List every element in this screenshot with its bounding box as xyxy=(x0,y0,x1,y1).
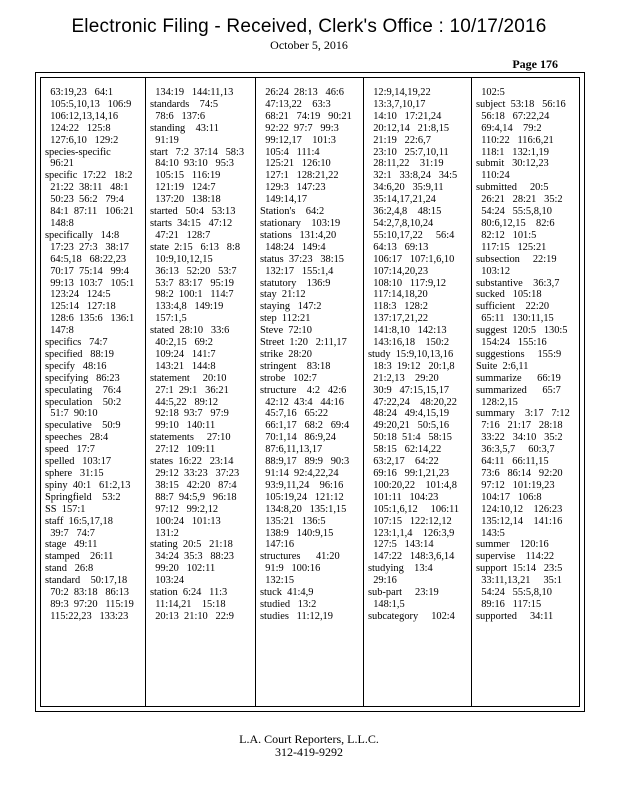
index-entry-line: speeches 28:4 xyxy=(45,432,109,444)
index-entry-line: starts 34:15 47:12 xyxy=(150,217,233,229)
index-entry-line: summarize 66:19 xyxy=(476,372,561,384)
index-entry-line: support 15:14 23:5 xyxy=(476,563,563,575)
index-entry-line: 54:24 55:5,8,10 xyxy=(476,206,552,218)
index-entry-line: 97:12 99:2,12 xyxy=(150,503,219,515)
index-entry-line: 148:8 xyxy=(45,217,74,229)
index-entry-line: speculation 50:2 xyxy=(45,396,122,408)
index-entry-line: 105:19,24 121:12 xyxy=(260,491,344,503)
index-entry-line: study 15:9,10,13,16 xyxy=(368,348,454,360)
index-entry-line: 70:1,14 86:9,24 xyxy=(260,432,336,444)
index-entry-line: submit 30:12,23 xyxy=(476,158,549,170)
index-entry-line: 109:24 141:7 xyxy=(150,348,216,360)
index-entry-line: stage 49:11 xyxy=(45,539,98,551)
index-entry-line: 93:9,11,24 96:16 xyxy=(260,479,344,491)
index-entry-line: 125:21 126:10 xyxy=(260,158,331,170)
index-entry-line: 137:20 138:18 xyxy=(150,194,221,206)
index-entry-line: SS 157:1 xyxy=(45,503,86,515)
index-entry-line: 63:2,17 64:22 xyxy=(368,456,439,468)
index-entry-line: stating 20:5 21:18 xyxy=(150,539,233,551)
index-entry-line: 89:3 97:20 115:19 xyxy=(45,598,134,610)
index-column-2 xyxy=(145,78,255,706)
index-entry-line: 157:1,5 xyxy=(150,313,187,325)
filing-stamp: Electronic Filing - Received, Clerk's Office : 10/17/2016 xyxy=(71,16,547,37)
reporter-phone: 312-419-9292 xyxy=(275,745,343,759)
index-entry-line: state 2:15 6:13 8:8 xyxy=(150,241,241,253)
index-entry-line: 117:15 125:21 xyxy=(476,241,547,253)
index-entry-line: 133:4,8 149:19 xyxy=(150,301,224,313)
word-index-table xyxy=(40,77,580,707)
index-entry-line: strobe 102:7 xyxy=(260,372,317,384)
index-entry-line: 106:17 107:1,6,10 xyxy=(368,253,455,265)
index-entry-line: 64:5,18 68:22,23 xyxy=(45,253,127,265)
index-entry-line: 35:14,17,21,24 xyxy=(368,194,436,206)
index-entry-line: 143:5 xyxy=(476,527,505,539)
index-entry-line: speculative 50:9 xyxy=(45,420,121,432)
index-entry-line: 88:9,17 89:9 90:3 xyxy=(260,456,350,468)
index-entry-line: 127:1 128:21,22 xyxy=(260,170,339,182)
index-entry-line: 21:2,13 29:20 xyxy=(368,372,439,384)
index-entry-line: specify 48:16 xyxy=(45,360,107,372)
index-entry-line: 103:12 xyxy=(476,265,511,277)
index-entry-line: species-specific xyxy=(45,146,111,158)
index-entry-line: 123:1,1,4 126:3,9 xyxy=(368,527,455,539)
index-entry-line: 28:11,22 31:19 xyxy=(368,158,444,170)
index-entry-line: 18:3 19:12 20:1,8 xyxy=(368,360,455,372)
page-number: Page 176 xyxy=(512,57,558,71)
index-entry-line: 134:19 144:11,13 xyxy=(150,87,234,98)
index-entry-line: speculating 76:4 xyxy=(45,384,122,396)
index-entry-line: 36:3,5,7 60:3,7 xyxy=(476,444,555,456)
index-entry-line: 135:12,14 141:16 xyxy=(476,515,563,527)
index-entry-line: start 7:2 37:14 58:3 xyxy=(150,146,245,158)
index-entry-line: station 6:24 11:3 xyxy=(150,587,228,599)
index-entry-line: 33:22 34:10 35:2 xyxy=(476,432,563,444)
index-entry-line: 29:16 xyxy=(368,575,397,587)
index-entry-line: 91:19 xyxy=(150,134,179,146)
index-entry-line: 110:24 xyxy=(476,170,510,182)
index-entry-line: 124:22 125:8 xyxy=(45,122,111,134)
index-entry-line: 124:10,12 126:23 xyxy=(476,503,563,515)
index-entry-line: 58:15 62:14,22 xyxy=(368,444,442,456)
index-entry-line: 69:16 99:1,21,23 xyxy=(368,468,450,479)
index-entry-line: sucked 105:18 xyxy=(476,289,542,301)
index-entry-line: 118:1 132:1,19 xyxy=(476,146,549,158)
index-entry-line: 108:10 117:9,12 xyxy=(368,277,447,289)
index-entry-line: suggest 120:5 130:5 xyxy=(476,325,568,337)
index-entry-line: speed 17:7 xyxy=(45,444,95,456)
index-entry-line: 84:10 93:10 95:3 xyxy=(150,158,234,170)
index-entry-line: 154:24 155:16 xyxy=(476,337,547,349)
index-entry-line: 39:7 74:7 xyxy=(45,527,95,539)
index-entry-line: 135:21 136:5 xyxy=(260,515,326,527)
index-entry-line: Suite 2:6,11 xyxy=(476,360,529,372)
index-frame xyxy=(35,72,585,712)
index-entry-line: 127:6,10 129:2 xyxy=(45,134,119,146)
index-entry-line: submitted 20:5 xyxy=(476,182,549,194)
index-entry-line: studies 11:12,19 xyxy=(260,610,333,622)
index-entry-line: step 112:21 xyxy=(260,313,311,325)
index-entry-line: 143:16,18 150:2 xyxy=(368,337,450,349)
index-entry-line: 134:8,20 135:1,15 xyxy=(260,503,347,515)
index-entry-line: 54:24 55:5,8,10 xyxy=(476,587,552,599)
reporter-company: L.A. Court Reporters, L.L.C. xyxy=(239,732,379,746)
index-entry-line: 40:2,15 69:2 xyxy=(150,337,213,349)
index-entry-line: 128:2,15 xyxy=(476,396,518,408)
index-entry-line: statement 20:10 xyxy=(150,372,227,384)
index-entry-line: 127:5 143:14 xyxy=(368,539,434,551)
index-entry-line: 42:12 43:4 44:16 xyxy=(260,396,344,408)
index-entry-line: stuck 41:4,9 xyxy=(260,587,314,599)
index-entry-line: 110:22 116:6,21 xyxy=(476,134,554,146)
index-entry-line: 26:24 28:13 46:6 xyxy=(260,87,344,98)
index-entry-line: spiny 40:1 61:2,13 xyxy=(45,479,131,491)
index-entry-line: 51:7 90:10 xyxy=(45,408,98,420)
index-entry-line: statements 27:10 xyxy=(150,432,231,444)
index-entry-line: 105:1,6,12 106:11 xyxy=(368,503,460,515)
index-entry-line: 148:1,5 xyxy=(368,598,405,610)
index-entry-line: 66:1,17 68:2 69:4 xyxy=(260,420,350,432)
index-entry-line: 87:6,11,13,17 xyxy=(260,444,323,456)
index-entry-line: 91:14 92:4,22,24 xyxy=(260,468,339,479)
index-entry-line: 138:9 140:9,15 xyxy=(260,527,334,539)
index-entry-line: structure 4:2 42:6 xyxy=(260,384,347,396)
index-entry-line: 98:2 100:1 114:7 xyxy=(150,289,234,301)
index-entry-line: summarized 65:7 xyxy=(476,384,561,396)
index-entry-line: 11:14,21 15:18 xyxy=(150,598,226,610)
index-entry-line: 20:12,14 21:8,15 xyxy=(368,122,450,134)
index-entry-line: suggestions 155:9 xyxy=(476,348,562,360)
index-entry-line: summer 120:16 xyxy=(476,539,549,551)
index-entry-line: studying 13:4 xyxy=(368,563,433,575)
index-entry-line: 88:7 94:5,9 96:18 xyxy=(150,491,237,503)
index-entry-line: standard 50:17,18 xyxy=(45,575,128,587)
index-entry-line: stay 21:12 xyxy=(260,289,306,301)
index-entry-line: 70:17 75:14 99:4 xyxy=(45,265,129,277)
index-entry-line: 89:16 117:15 xyxy=(476,598,542,610)
index-entry-line: stationary 103:19 xyxy=(260,217,341,229)
index-entry-line: 80:6,12,15 82:6 xyxy=(476,217,555,229)
index-entry-line: 54:2,7,8,10,24 xyxy=(368,217,434,229)
index-column-5 xyxy=(471,78,581,706)
index-entry-line: 128:6 135:6 136:1 xyxy=(45,313,135,325)
index-entry-line: 107:14,20,23 xyxy=(368,265,429,277)
index-entry-line: 47:21 128:7 xyxy=(150,229,211,241)
index-entry-line: 125:14 127:18 xyxy=(45,301,116,313)
index-entry-line: 78:6 137:6 xyxy=(150,110,206,122)
index-entry-line: 147:22 148:3,6,14 xyxy=(368,551,455,563)
index-entry-line: 132:17 155:1,4 xyxy=(260,265,334,277)
index-entry-line: Street 1:20 2:11,17 xyxy=(260,337,347,349)
index-entry-line: 44:5,22 89:12 xyxy=(150,396,219,408)
index-entry-line: 55:10,17,22 56:4 xyxy=(368,229,455,241)
index-entry-line: 26:21 28:21 35:2 xyxy=(476,194,563,206)
index-entry-line: 65:11 130:11,15 xyxy=(476,313,554,325)
index-entry-line: 92:18 93:7 97:9 xyxy=(150,408,229,420)
index-entry-line: 70:2 83:18 86:13 xyxy=(45,587,129,599)
index-entry-line: supported 34:11 xyxy=(476,610,554,622)
index-entry-line: 73:6 86:14 92:20 xyxy=(476,468,563,479)
index-entry-line: 33:11,13,21 35:1 xyxy=(476,575,562,587)
index-entry-line: states 16:22 23:14 xyxy=(150,456,234,468)
index-entry-line: 102:5 xyxy=(476,87,505,98)
index-entry-line: 105:5,10,13 106:9 xyxy=(45,98,132,110)
index-entry-line: statutory 136:9 xyxy=(260,277,331,289)
index-entry-line: 148:24 149:4 xyxy=(260,241,326,253)
index-entry-line: 20:13 21:10 22:9 xyxy=(150,610,234,622)
index-entry-line: 50:18 51:4 58:15 xyxy=(368,432,452,444)
index-entry-line: 99:20 102:11 xyxy=(150,563,216,575)
index-entry-line: 64:13 69:13 xyxy=(368,241,429,253)
index-entry-line: 45:7,16 65:22 xyxy=(260,408,329,420)
index-entry-line: specifics 74:7 xyxy=(45,337,108,349)
index-entry-line: 29:12 33:23 37:23 xyxy=(150,468,240,479)
index-entry-line: staff 16:5,17,18 xyxy=(45,515,113,527)
index-entry-line: sub-part 23:19 xyxy=(368,587,439,599)
index-column-4 xyxy=(363,78,471,706)
index-entry-line: 17:23 27:3 38:17 xyxy=(45,241,129,253)
index-entry-line: 117:14,18,20 xyxy=(368,289,428,301)
index-entry-line: 99:10 140:11 xyxy=(150,420,216,432)
index-entry-line: 147:16 xyxy=(260,539,295,551)
index-entry-line: 115:22,23 133:23 xyxy=(45,610,129,622)
index-entry-line: 91:9 100:16 xyxy=(260,563,321,575)
index-entry-line: structures 41:20 xyxy=(260,551,340,563)
index-entry-line: 47:13,22 63:3 xyxy=(260,98,331,110)
index-entry-line: 68:21 74:19 90:21 xyxy=(260,110,352,122)
index-entry-line: 143:21 144:8 xyxy=(150,360,216,372)
document-date: October 5, 2016 xyxy=(270,38,348,52)
index-entry-line: status 37:23 38:15 xyxy=(260,253,344,265)
index-entry-line: standards 74:5 xyxy=(150,98,219,110)
index-entry-line: 27:12 109:11 xyxy=(150,444,216,456)
index-entry-line: substantive 36:3,7 xyxy=(476,277,560,289)
index-entry-line: 104:17 106:8 xyxy=(476,491,542,503)
index-column-3 xyxy=(255,78,363,706)
index-entry-line: Station's 64:2 xyxy=(260,206,325,218)
index-entry-line: 27:1 29:1 36:21 xyxy=(150,384,229,396)
index-entry-line: sufficient 22:20 xyxy=(476,301,550,313)
index-entry-line: 129:3 147:23 xyxy=(260,182,326,194)
index-entry-line: 36:2,4,8 48:15 xyxy=(368,206,442,218)
index-entry-line: 100:24 101:13 xyxy=(150,515,221,527)
index-entry-line: stringent 83:18 xyxy=(260,360,331,372)
index-entry-line: 92:22 97:7 99:3 xyxy=(260,122,339,134)
index-entry-line: 12:9,14,19,22 xyxy=(368,87,431,98)
index-entry-line: supervise 114:22 xyxy=(476,551,555,563)
index-entry-line: specifically 14:8 xyxy=(45,229,120,241)
index-entry-line: 141:8,10 142:13 xyxy=(368,325,447,337)
index-entry-line: 123:24 124:5 xyxy=(45,289,111,301)
index-entry-line: 56:18 67:22,24 xyxy=(476,110,550,122)
index-entry-line: 105:4 111:4 xyxy=(260,146,320,158)
index-entry-line: 34:6,20 35:9,11 xyxy=(368,182,444,194)
index-entry-line: 82:12 101:5 xyxy=(476,229,537,241)
index-entry-line: 96:21 xyxy=(45,158,74,170)
index-entry-line: standing 43:11 xyxy=(150,122,219,134)
index-column-1 xyxy=(41,78,145,706)
index-entry-line: specific 17:22 18:2 xyxy=(45,170,133,182)
index-entry-line: 63:19,23 64:1 xyxy=(45,87,114,98)
index-entry-line: 84:1 87:11 106:21 xyxy=(45,206,134,218)
index-entry-line: 121:19 124:7 xyxy=(150,182,216,194)
index-entry-line: staying 147:2 xyxy=(260,301,322,313)
index-entry-line: summary 3:17 7:12 xyxy=(476,408,570,420)
index-entry-line: 107:15 122:12,12 xyxy=(368,515,452,527)
index-entry-line: Steve 72:10 xyxy=(260,325,312,337)
index-entry-line: 64:11 66:11,15 xyxy=(476,456,549,468)
index-entry-line: 103:24 xyxy=(150,575,185,587)
index-entry-line: 38:15 42:20 87:4 xyxy=(150,479,237,491)
index-entry-line: 10:9,10,12,15 xyxy=(150,253,213,265)
index-entry-line: 132:15 xyxy=(260,575,295,587)
index-entry-line: 36:13 52:20 53:7 xyxy=(150,265,237,277)
index-entry-line: 47:22,24 48:20,22 xyxy=(368,396,457,408)
index-entry-line: 53:7 83:17 95:19 xyxy=(150,277,234,289)
index-entry-line: 99:12,17 101:3 xyxy=(260,134,336,146)
index-entry-line: strike 28:20 xyxy=(260,348,312,360)
index-entry-line: 149:14,17 xyxy=(260,194,308,206)
index-entry-line: 32:1 33:8,24 34:5 xyxy=(368,170,458,182)
index-entry-line: 49:20,21 50:5,16 xyxy=(368,420,450,432)
index-entry-line: stations 131:4,20 xyxy=(260,229,337,241)
index-entry-line: stamped 26:11 xyxy=(45,551,114,563)
index-entry-line: 30:9 47:15,15,17 xyxy=(368,384,450,396)
index-entry-line: 147:8 xyxy=(45,325,74,337)
index-entry-line: stated 28:10 33:6 xyxy=(150,325,230,337)
index-entry-line: Springfield 53:2 xyxy=(45,491,121,503)
index-entry-line: 118:3 128:2 xyxy=(368,301,428,313)
index-entry-line: specifying 86:23 xyxy=(45,372,120,384)
index-entry-line: 21:19 22:6,7 xyxy=(368,134,431,146)
index-entry-line: 48:24 49:4,15,19 xyxy=(368,408,450,420)
index-entry-line: 101:11 104:23 xyxy=(368,491,439,503)
index-entry-line: 13:3,7,10,17 xyxy=(368,98,426,110)
index-entry-line: 137:17,21,22 xyxy=(368,313,429,325)
index-entry-line: subsection 22:19 xyxy=(476,253,557,265)
index-entry-line: 50:23 56:2 79:4 xyxy=(45,194,124,206)
index-entry-line: studied 13:2 xyxy=(260,598,317,610)
index-entry-line: subject 53:18 56:16 xyxy=(476,98,566,110)
index-entry-line: 69:4,14 79:2 xyxy=(476,122,542,134)
index-entry-line: specified 88:19 xyxy=(45,348,114,360)
index-entry-line: sphere 31:15 xyxy=(45,468,104,479)
index-entry-line: 14:10 17:21,24 xyxy=(368,110,442,122)
index-entry-line: 7:16 21:17 28:18 xyxy=(476,420,563,432)
index-entry-line: spelled 103:17 xyxy=(45,456,112,468)
index-entry-line: subcategory 102:4 xyxy=(368,610,455,622)
index-entry-line: stand 26:8 xyxy=(45,563,94,575)
index-entry-line: 97:12 101:19,23 xyxy=(476,479,555,491)
index-entry-line: 100:20,22 101:4,8 xyxy=(368,479,457,491)
index-entry-line: 21:22 38:11 48:1 xyxy=(45,182,129,194)
index-entry-line: 105:15 116:19 xyxy=(150,170,221,182)
index-entry-line: 99:13 103:7 105:1 xyxy=(45,277,135,289)
index-entry-line: 106:12,13,14,16 xyxy=(45,110,119,122)
index-entry-line: 131:2 xyxy=(150,527,179,539)
index-entry-line: 34:24 35:3 88:23 xyxy=(150,551,234,563)
index-entry-line: started 50:4 53:13 xyxy=(150,206,236,218)
index-entry-line: 23:10 25:7,10,11 xyxy=(368,146,449,158)
